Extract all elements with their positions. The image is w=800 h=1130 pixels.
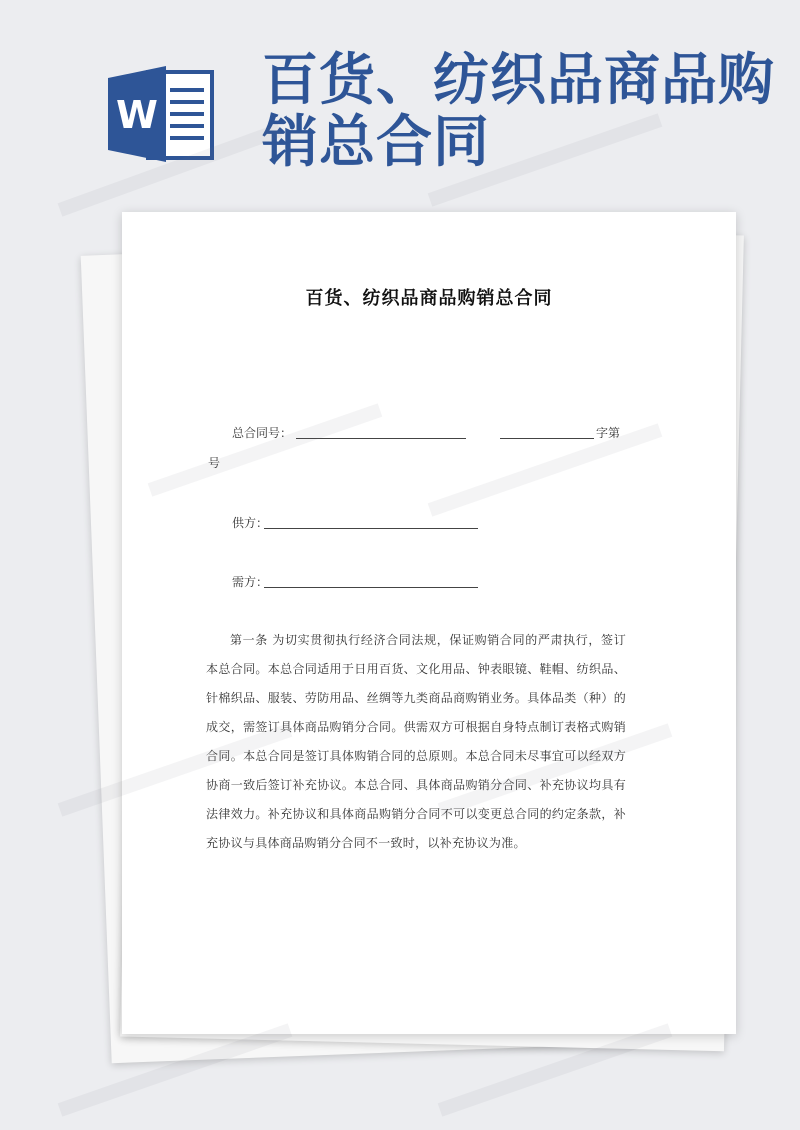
contract-word-line xyxy=(500,438,594,439)
document-title: 百货、纺织品商品购销总合同 xyxy=(305,288,553,309)
document-page xyxy=(122,212,736,1034)
word-icon-letter: W xyxy=(116,93,158,137)
contract-number-label: 总合同号： xyxy=(232,426,293,440)
contract-number-suffix: 字第 xyxy=(596,426,621,440)
word-document-icon xyxy=(108,64,218,164)
article-1-paragraph: 第一条 为切实贯彻执行经济合同法规，保证购销合同的严肃执行，签订本总合同。本总合同适用于日用百货、文化用品、钟表眼镜、鞋帽、纺织品、针棉织品、服装、劳防用品、丝绸等九类商品商购销业务。具体品类（种）的成交，需签订具体商品购销分合同。供需双方可根据自身特点制订表格式购销合同。本总合同是签订具体购销合同的总原则。本总合同未尽事宜可以经双方协商一致后签订补充协议。本总合同、具体商品购销分合同、补充协议均具有法律效力。补充协议和具体商品购销分合同不可以变更总合同的约定条款，补充协议与具体商品购销分合同不一致时，以补充协议为准。 xyxy=(206,633,626,850)
supplier-label: 供方： xyxy=(232,516,269,530)
buyer-label: 需方： xyxy=(232,575,269,589)
supplier-line xyxy=(264,528,478,529)
contract-number-line xyxy=(296,438,466,439)
buyer-line xyxy=(264,587,478,588)
contract-number-tail: 号 xyxy=(208,456,221,470)
banner-title: 百货、纺织品商品购销总合同 xyxy=(262,48,775,175)
